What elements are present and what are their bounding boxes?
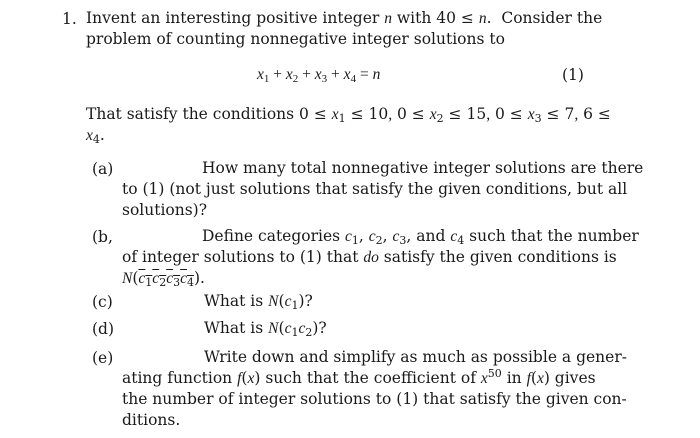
intro-line-2: problem of counting nonnegative integer solutions to — [86, 30, 505, 48]
part-e-line-1: Write down and simplify as much as possible a gener- — [204, 348, 627, 366]
equation-number: (1) — [562, 66, 584, 84]
intro-line-1: Invent an interesting positive integer n with 40 ≤ n. Consider the — [86, 9, 603, 27]
part-b-line-3: $N(c_1c_2c_3c_4)$. — [122, 269, 205, 289]
part-e-line-4: ditions. — [122, 411, 181, 429]
part-a-text — [122, 158, 643, 221]
part-a-line-1: How many total nonnegative integer solutions are there — [202, 159, 644, 177]
problem-number: 1. — [62, 10, 77, 28]
part-e-line-2: ating function f(x) such that the coefficient of $x^{50}$ in f(x) gives — [122, 367, 596, 387]
part-c-text: What is $N(c_1)$? — [204, 292, 313, 312]
part-d-text: What is $N(c_1c_2)$? — [204, 319, 327, 339]
part-e-line-3: the number of integer solutions to (1) that satisfy the given con- — [122, 390, 627, 408]
part-b-line-1: Define categories $c_1$, $c_2$, $c_3$, and $c_4$ such that the number — [202, 227, 639, 247]
part-b-text — [122, 226, 639, 289]
part-b-label: (b, — [92, 228, 113, 246]
part-a-line-2: to (1) (not just solutions that satisfy the given conditions, but all — [122, 180, 628, 198]
part-e-text — [122, 347, 627, 431]
part-c-label: (c) — [92, 293, 113, 311]
equation: $x_1 + x_2 + x_3 + x_4 = n$ — [257, 66, 381, 85]
problem-intro — [86, 8, 602, 50]
part-a-line-3: solutions)? — [122, 201, 208, 219]
part-b-line-2: of integer solutions to (1) that do satisfy the given conditions is — [122, 248, 617, 266]
conditions-line-2: $x_4$. — [86, 126, 105, 146]
part-d-label: (d) — [92, 320, 115, 338]
conditions-line-1: That satisfy the conditions $0 \le x_1 \le 10$, $0 \le x_2 \le 15$, $0 \le x_3 \le 7$, 6 ≤ — [86, 105, 611, 125]
conditions — [86, 104, 611, 146]
part-e-label: (e) — [92, 349, 114, 367]
part-a-label: (a) — [92, 160, 114, 178]
